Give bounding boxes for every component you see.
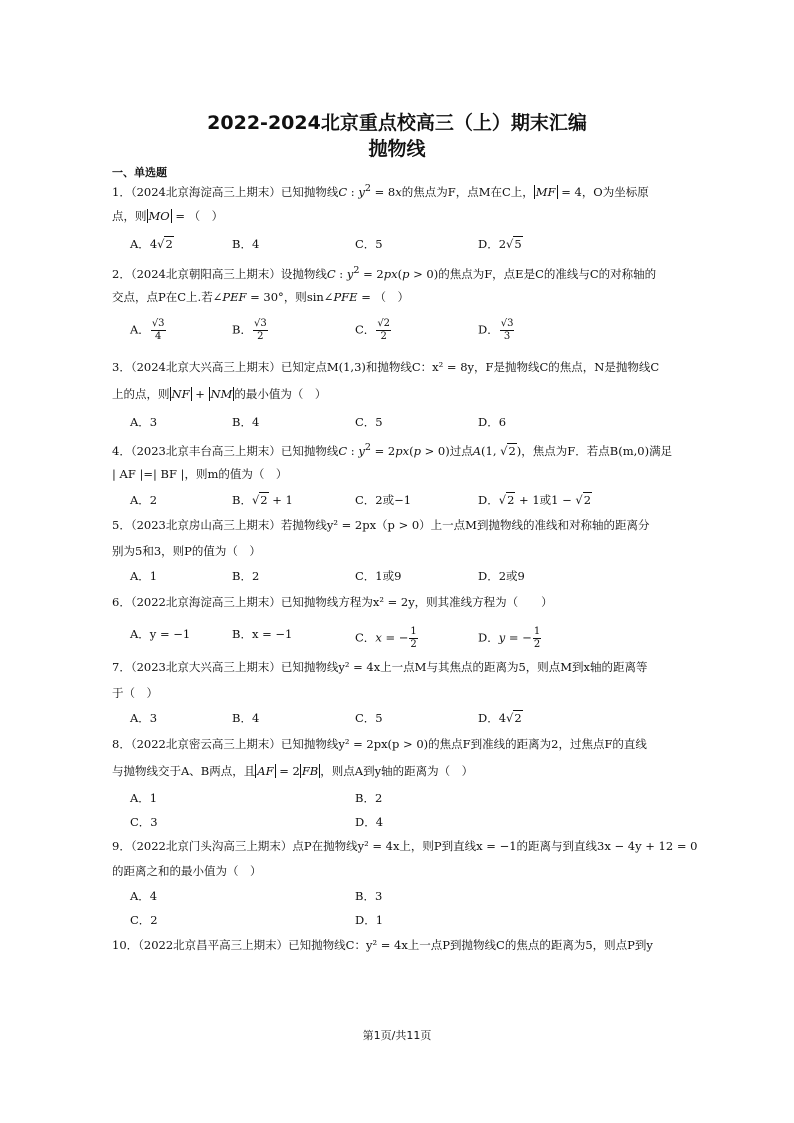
question-6-option-a: A．y = −1 bbox=[130, 627, 191, 641]
question-5-line-2: 别为5和3，则P的值为（ ） bbox=[112, 544, 261, 558]
question-1-line-1: 1．（2024北京海淀高三上期末）已知抛物线C : $y^2 = 8x$的焦点为F，点M在C上， MF = 4，O为坐标原 bbox=[112, 183, 649, 199]
question-5-option-b: B．2 bbox=[232, 569, 260, 583]
question-8-option-b: B．2 bbox=[355, 791, 383, 805]
question-6-option-b: B．x = −1 bbox=[232, 627, 293, 641]
question-7-line-2: 于（ ） bbox=[112, 686, 158, 700]
question-3-option-a: A．3 bbox=[130, 415, 158, 429]
question-1-option-c: C．5 bbox=[355, 237, 383, 251]
question-8-line-2: 与抛物线交于A、B两点，且 AF = 2 FB ，则点A到y轴的距离为（ ） bbox=[112, 764, 474, 778]
question-1-line-2: 点，则 MO = （ ） bbox=[112, 209, 224, 223]
question-1-option-d: D．2√5 bbox=[478, 237, 522, 251]
question-3-option-b: B．4 bbox=[232, 415, 260, 429]
question-9-line-2: 的距离之和的最小值为（ ） bbox=[112, 864, 262, 878]
question-4-option-c: C．2或−1 bbox=[355, 493, 412, 507]
question-5-option-c: C．1或9 bbox=[355, 569, 402, 583]
section-heading: 一、单选题 bbox=[112, 166, 167, 179]
question-6-line-1: 6．（2022北京海淀高三上期末）已知抛物线方程为x² = 2y，则其准线方程为（ ） bbox=[112, 595, 553, 609]
question-2-option-d: D． $\frac{√3}{3}$ bbox=[478, 318, 514, 342]
question-1-option-b: B．4 bbox=[232, 237, 260, 251]
question-9-option-b: B．3 bbox=[355, 889, 383, 903]
question-9-option-a: A．4 bbox=[130, 889, 158, 903]
question-7-option-b: B．4 bbox=[232, 711, 260, 725]
question-8-line-1: 8．（2022北京密云高三上期末）已知抛物线y² = 2px(p > 0)的焦点F到准线的距离为2，过焦点F的直线 bbox=[112, 737, 647, 751]
question-5-option-a: A．1 bbox=[130, 569, 158, 583]
document-title: 2022-2024北京重点校高三（上）期末汇编 bbox=[207, 112, 587, 134]
question-9-line-1: 9．（2022北京门头沟高三上期末）点P在抛物线y² = 4x上，则P到直线x = −1的距离与到直线3x − 4y + 12 = 0 bbox=[112, 839, 698, 853]
question-8-option-a: A．1 bbox=[130, 791, 158, 805]
question-2-option-c: C． $\frac{√2}{2}$ bbox=[355, 318, 391, 342]
question-9-option-c: C．2 bbox=[130, 913, 158, 927]
question-7-option-a: A．3 bbox=[130, 711, 158, 725]
question-2-line-1: 2．（2024北京朝阳高三上期末）设抛物线C : $y^2 = 2px(p > 0)$的焦点为F，点E是C的准线与C的对称轴的 bbox=[112, 265, 657, 281]
question-9-option-d: D．1 bbox=[355, 913, 384, 927]
question-4-option-b: B．√2 + 1 bbox=[232, 493, 293, 507]
question-2-option-a: A． $\frac{√3}{4}$ bbox=[130, 318, 165, 342]
question-7-option-c: C．5 bbox=[355, 711, 383, 725]
question-8-option-c: C．3 bbox=[130, 815, 158, 829]
question-7-line-1: 7．（2023北京大兴高三上期末）已知抛物线y² = 4x上一点M与其焦点的距离为5，则点M到x轴的距离等 bbox=[112, 660, 648, 674]
question-3-line-1: 3．（2024北京大兴高三上期末）已知定点M(1,3)和抛物线C：x² = 8y，F是抛物线C的焦点，N是抛物线C bbox=[112, 360, 660, 374]
question-1-option-a: A．4√2 bbox=[130, 237, 173, 251]
question-2-line-2: 交点，点P在C上.若∠PEF = 30°，则sin∠PFE = （ ） bbox=[112, 290, 410, 304]
question-6-option-d: D．y = − $\frac{1}{2}$ bbox=[478, 626, 541, 650]
page-footer: 第1页/共11页 bbox=[362, 1029, 432, 1042]
question-7-option-d: D．4√2 bbox=[478, 711, 522, 725]
question-8-option-d: D．4 bbox=[355, 815, 384, 829]
question-3-option-d: D．6 bbox=[478, 415, 507, 429]
question-3-option-c: C．5 bbox=[355, 415, 383, 429]
document-subtitle: 抛物线 bbox=[368, 138, 426, 160]
question-5-option-d: D．2或9 bbox=[478, 569, 525, 583]
question-4-line-2: | AF |=| BF |，则m的值为（ ） bbox=[112, 467, 288, 481]
question-4-line-1: 4．（2023北京丰台高三上期末）已知抛物线C : $y^2 = 2px(p > 0)$过点A(1, √2)，焦点为F．若点B(m,0)满足 bbox=[112, 442, 673, 458]
question-4-option-d: D．√2 + 1或1 − √2 bbox=[478, 493, 592, 507]
question-2-option-b: B． $\frac{√3}{2}$ bbox=[232, 318, 267, 342]
question-10-line-1: 10．（2022北京昌平高三上期末）已知抛物线C：y² = 4x上一点P到抛物线C的焦点的距离为5，则点P到y bbox=[112, 938, 653, 952]
question-3-line-2: 上的点，则 NF + NM 的最小值为（ ） bbox=[112, 387, 327, 401]
question-4-option-a: A．2 bbox=[130, 493, 158, 507]
question-5-line-1: 5．（2023北京房山高三上期末）若抛物线y² = 2px（p > 0）上一点M到抛物线的准线和对称轴的距离分 bbox=[112, 518, 650, 532]
question-6-option-c: C．x = − $\frac{1}{2}$ bbox=[355, 626, 417, 650]
